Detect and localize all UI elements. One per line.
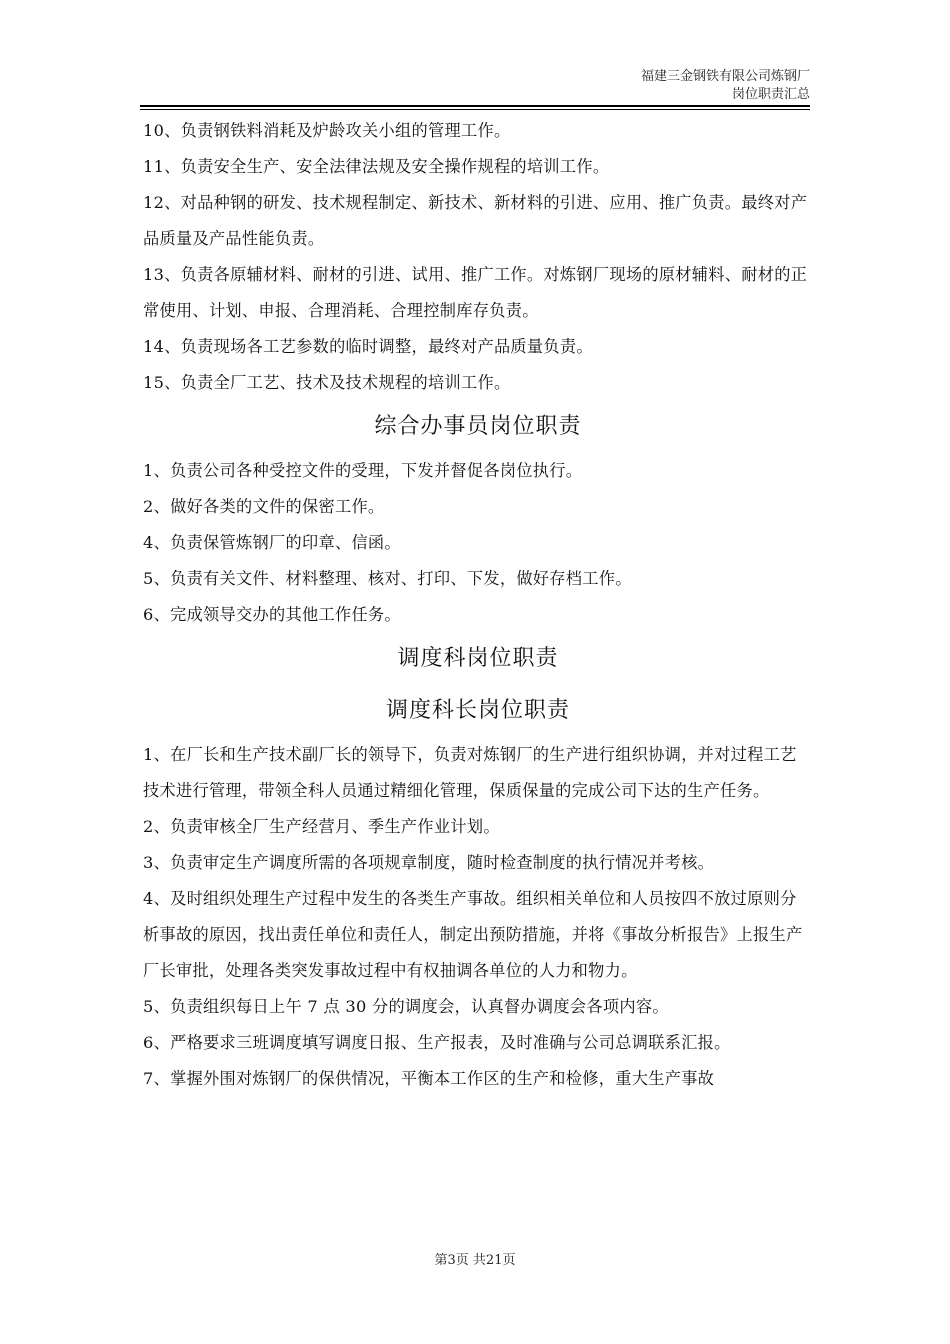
page-footer: 第3页 共21页 [434,1253,516,1268]
paragraph: 2、负责审核全厂生产经营月、季生产作业计划。 [143,817,500,836]
paragraph: 3、负责审定生产调度所需的各项规章制度，随时检查制度的执行情况并考核。 [143,853,715,872]
section-heading: 综合办事员岗位职责 [374,414,582,439]
paragraph: 4、及时组织处理生产过程中发生的各类生产事故。组织相关单位和人员按四不放过原则分析事故的原因，找出责任单位和责任人，制定出预防措施，并将《事故分析报告》上报生产厂长审批，处理各类突发事故过程中有权抽调各单位的人力和物力。 [143,889,803,980]
paragraph: 1、负责公司各种受控文件的受理，下发并督促各岗位执行。 [143,461,583,480]
paragraph: 6、严格要求三班调度填写调度日报、生产报表，及时准确与公司总调联系汇报。 [143,1033,731,1052]
paragraph: 2、做好各类的文件的保密工作。 [143,497,385,516]
paragraph: 11、负责安全生产、安全法律法规及安全操作规程的培训工作。 [143,157,610,176]
paragraph: 4、负责保管炼钢厂的印章、信函。 [143,533,401,552]
paragraph: 5、负责组织每日上午 7 点 30 分的调度会，认真督办调度会各项内容。 [143,997,669,1016]
paragraph: 7、掌握外围对炼钢厂的保供情况，平衡本工作区的生产和检修，重大生产事故 [143,1069,715,1088]
paragraph: 15、负责全厂工艺、技术及技术规程的培训工作。 [143,373,511,392]
paragraph: 6、完成领导交办的其他工作任务。 [143,605,401,624]
paragraph: 14、负责现场各工艺参数的临时调整，最终对产品质量负责。 [143,337,593,356]
section-heading: 调度科长岗位职责 [385,698,570,723]
header-subtitle: 岗位职责汇总 [731,87,810,102]
header-company: 福建三金钢铁有限公司炼钢厂 [640,69,810,84]
header-rule [140,105,810,107]
paragraph: 1、在厂长和生产技术副厂长的领导下，负责对炼钢厂的生产进行组织协调，并对过程工艺技术进行管理，带领全科人员通过精细化管理，保质保量的完成公司下达的生产任务。 [143,745,797,800]
paragraph: 10、负责钢铁料消耗及炉龄攻关小组的管理工作。 [143,121,511,140]
paragraph: 5、负责有关文件、材料整理、核对、打印、下发，做好存档工作。 [143,569,632,588]
page-header [641,68,810,104]
document-body [143,113,813,1097]
section-heading: 调度科岗位职责 [397,646,559,671]
paragraph: 13、负责各原辅材料、耐材的引进、试用、推广工作。对炼钢厂现场的原材辅料、耐材的正常使用、计划、申报、合理消耗、合理控制库存负责。 [143,265,808,320]
paragraph: 12、对品种钢的研发、技术规程制定、新技术、新材料的引进、应用、推广负责。最终对产品质量及产品性能负责。 [143,193,808,248]
header-rule-thin [140,109,810,110]
